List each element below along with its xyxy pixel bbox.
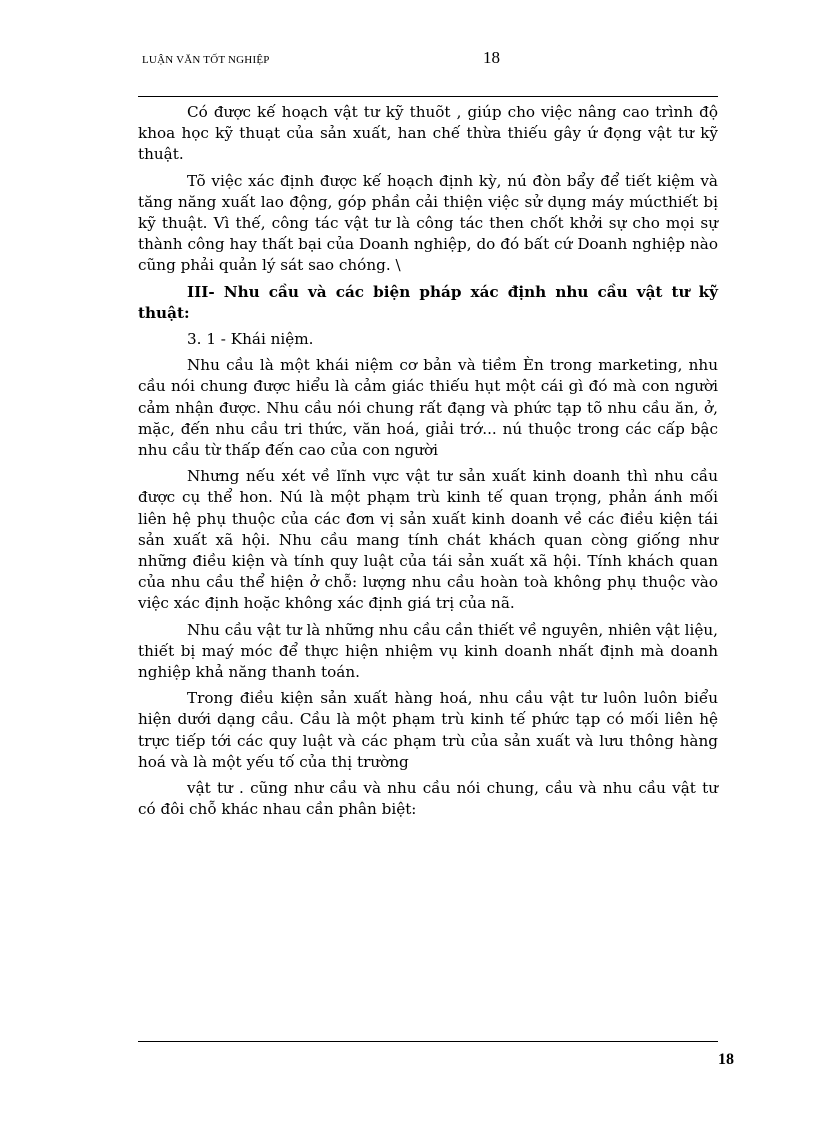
section-heading: III- Nhu cầu và các biện pháp xác định nhu cầu vật tư kỹ thuật:: [138, 282, 718, 322]
paragraph-commodity-production: Trong điều kiện sản xuất hàng hoá, nhu cầu vật tư luôn luôn biểu hiện dưới dạng cầu. Cầu là một phạm trù kinh tế phức tạp có mối liên hệ trực tiếp tới các quy luật và các phạm trù của sản xuất và lưu thông hàng hoá và là một yếu tố của thị trường: [138, 689, 718, 771]
header-page-number: 18: [483, 48, 500, 67]
footer-rule: [138, 1041, 718, 1042]
header-rule: [138, 96, 718, 97]
subsection-heading: 3. 1 - Khái niệm.: [187, 330, 314, 349]
page-body: [138, 102, 718, 826]
footer-page-number: 18: [718, 1051, 734, 1068]
paragraph-planning-benefits: Có được kế hoạch vật tư kỹ thuõt , giúp cho việc nâng cao trình độ khoa học kỹ thuạt của sản xuất, han chế thừa thiếu gây ứ đọng vật tư kỹ thuật.: [138, 103, 718, 164]
paragraph-periodic-plan: Tõ việc xác định được kế hoạch định kỳ, nú đòn bẩy để tiết kiệm và tăng năng xuất lao động, góp phần cải thiện việc sử dụng máy múcthiết bị kỹ thuật. Vì thế, công tác vật tư là công tác then chốt khởi sự cho mọi sự thành công hay thất bại của Doanh nghiệp, do đó bất cứ Doanh nghiệp nào cũng phải quản lý sát sao chóng. \: [138, 171, 718, 275]
header-title: LUẬN VĂN TỐT NGHIỆP: [142, 54, 270, 66]
paragraph-business-demand: Nhưng nếu xét về lĩnh vực vật tư sản xuất kinh doanh thì nhu cầu được cụ thể hon. Nú là một phạm trù kinh tế quan trọng, phản ánh mối liên hệ phụ thuộc của các đơn vị sản xuất kinh doanh về các điều kiện tái sản xuất xã hội. Nhu cầu mang tính chát khách quan còng giống như những điều kiện và tính quy luật của tái sản xuất xã hội. Tính khách quan của nhu cầu thể hiện ở chỗ: lượng nhu cầu hoàn toà không phụ thuộc vào việc xác định hoặc không xác định giá trị của nã.: [138, 467, 718, 613]
paragraph-material-demand: Nhu cầu vật tư là những nhu cầu cần thiết về nguyên, nhiên vật liệu, thiết bị maý móc để thực hiện nhiệm vụ kinh doanh nhất định mà doanh nghiệp khả năng thanh toán.: [138, 620, 718, 682]
paragraph-distinction: vật tư . cũng như cầu và nhu cầu nói chung, cầu và nhu cầu vật tư có đôi chỗ khác nhau cần phân biệt:: [138, 779, 718, 819]
paragraph-demand-concept: Nhu cầu là một khái niệm cơ bản và tiềm Èn trong marketing, nhu cầu nói chung được hiểu là cảm giác thiếu hụt một cái gì đó mà con người cảm nhận được. Nhu cầu nói chung rất đạng và phức tạp tõ nhu cầu ăn, ở, mặc, đến nhu cầu tri thức, văn hoá, giải trớ... nú thuộc trong các cấp bậc nhu cầu từ thấp đến cao của con người: [138, 356, 718, 460]
